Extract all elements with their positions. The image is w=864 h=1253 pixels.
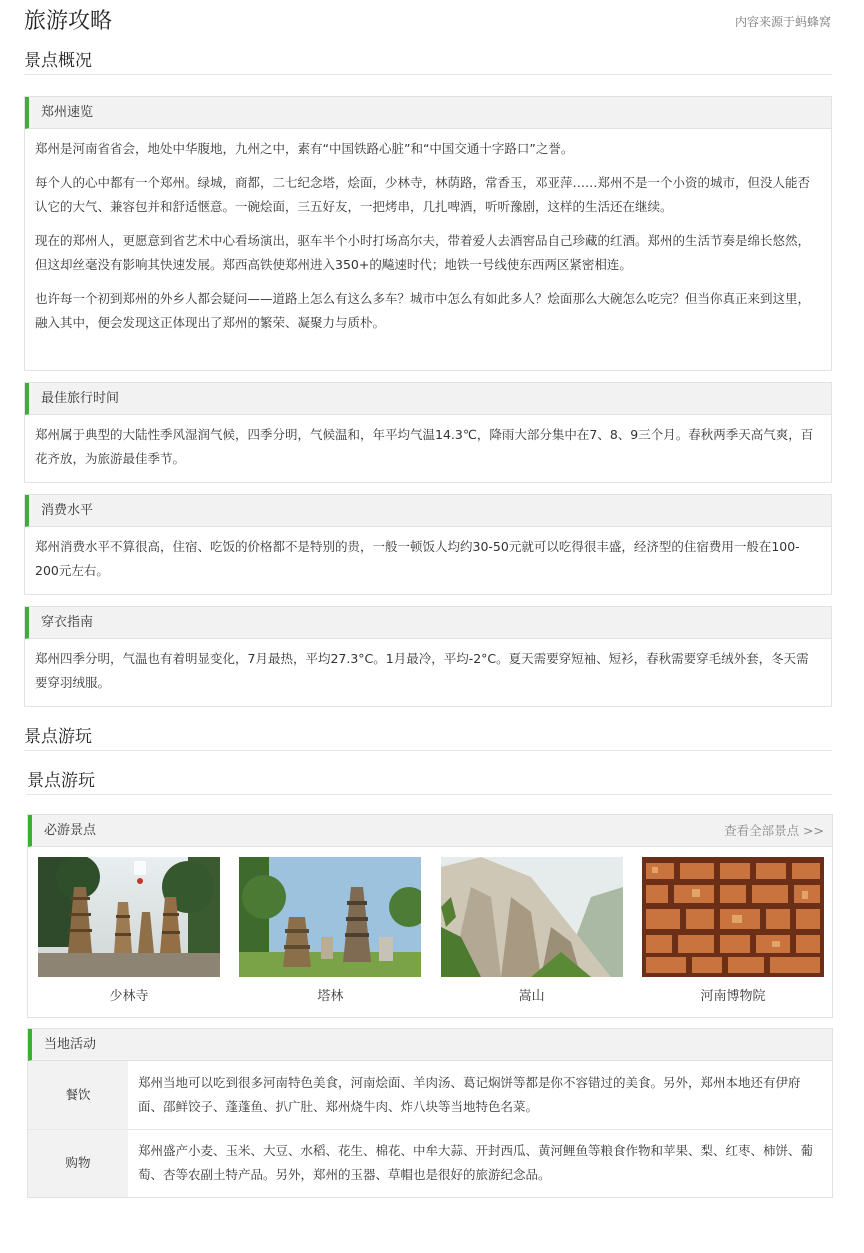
card-best-time — [24, 382, 832, 483]
activities-table — [28, 1061, 832, 1197]
view-all-spots-link[interactable]: 查看全部景点 >> — [724, 823, 824, 838]
activity-text: 郑州当地可以吃到很多河南特色美食，河南烩面、羊肉汤、葛记焖饼等都是你不容错过的美食。另外，郑州本地还有伊府面、邵鲜饺子、蓬蓬鱼、扒广肚、郑州烧牛肉、炸八块等当地特色名菜。 — [138, 1074, 801, 1114]
spot-name[interactable]: 河南博物院 — [700, 989, 766, 1004]
card-title: 最佳旅行时间 — [25, 383, 831, 415]
section-subtitle-play: 景点游玩 — [27, 768, 832, 795]
section-title-play: 景点游玩 — [24, 724, 832, 751]
paragraph: 每个人的心中都有一个郑州。绿城，商都，二七纪念塔，烩面，少林寺，林荫路，常香玉，邓亚萍……郑州不是一个小资的城市，但没人能否认它的大气、兼容包并和舒适惬意。一碗烩面，三五好友，一把烤串，几扎啤酒，听听豫剧，这样的生活还在继续。 — [35, 175, 811, 214]
paragraph: 郑州消费水平不算很高，住宿、吃饭的价格都不是特别的贵，一般一顿饭人均约30-50元就可以吃得很丰盛，经济型的住宿费用一般在100-200元左右。 — [35, 539, 800, 578]
paragraph: 也许每一个初到郑州的外乡人都会疑问——道路上怎么有这么多车？城市中怎么有如此多人？烩面那么大碗怎么吃完？但当你真正来到这里，融入其中，便会发现这正体现出了郑州的繁荣、凝聚力与质朴。 — [35, 291, 811, 330]
card-title: 当地活动 — [28, 1029, 832, 1061]
paragraph: 现在的郑州人，更愿意到省艺术中心看场演出，驱车半个小时打场高尔夫，带着爱人去酒窖品自己珍藏的红酒。郑州的生活节奏是绵长悠然，但这却丝毫没有影响其快速发展。郑西高铁使郑州进入350+的飚速时代；地铁一号线使东西两区紧密相连。 — [35, 233, 811, 272]
card-city-overview — [24, 96, 832, 371]
spot-name[interactable]: 塔林 — [317, 989, 344, 1004]
page-title: 旅游攻略 — [24, 9, 113, 34]
spot-item-henan-museum[interactable] — [642, 857, 824, 1017]
spot-item-talin[interactable] — [239, 857, 421, 1017]
card-title: 穿衣指南 — [25, 607, 831, 639]
city-model-photo-icon[interactable] — [642, 857, 824, 977]
card-body — [25, 639, 831, 703]
section-title-overview: 景点概况 — [24, 48, 832, 75]
card-must-see — [27, 814, 833, 1018]
paragraph: 郑州四季分明，气温也有着明显变化，7月最热，平均27.3°C。1月最冷，平均-2°C。夏天需要穿短袖、短衫，春秋需要穿毛绒外套，冬天需要穿羽绒服。 — [35, 651, 809, 690]
spot-name[interactable]: 嵩山 — [518, 989, 545, 1004]
card-body — [25, 129, 831, 343]
spot-item-shaolin[interactable] — [38, 857, 220, 1017]
table-row — [28, 1129, 832, 1197]
card-body — [25, 415, 831, 479]
paragraph: 郑州是河南省省会，地处中华腹地，九州之中，素有“中国铁路心脏”和“中国交通十字路口”之誉。 — [35, 141, 574, 156]
pagoda-forest-photo-icon[interactable] — [38, 857, 220, 977]
card-cost-level — [24, 494, 832, 595]
stone-pagoda-photo-icon[interactable] — [239, 857, 421, 977]
spot-name[interactable]: 少林寺 — [109, 989, 149, 1004]
spot-list — [28, 847, 832, 1017]
card-title: 消费水平 — [25, 495, 831, 527]
card-title-text: 必游景点 — [44, 823, 97, 838]
card-title — [28, 815, 832, 847]
card-local-activities — [27, 1028, 833, 1198]
activity-label: 餐饮 — [28, 1061, 128, 1129]
card-title: 郑州速览 — [25, 97, 831, 129]
source-credit: 内容来源于蚂蜂窝 — [734, 15, 831, 29]
spot-item-songshan[interactable] — [441, 857, 623, 1017]
activity-label: 购物 — [28, 1129, 128, 1197]
table-row — [28, 1061, 832, 1129]
paragraph: 郑州属于典型的大陆性季风湿润气候，四季分明，气候温和，年平均气温14.3℃，降雨大部分集中在7、8、9三个月。春秋两季天高气爽，百花齐放，为旅游最佳季节。 — [35, 427, 814, 466]
activity-text: 郑州盛产小麦、玉米、大豆、水稻、花生、棉花、中牟大蒜、开封西瓜、黄河鲤鱼等粮食作物和苹果、梨、红枣、柿饼、葡萄、杏等农副土特产品。另外，郑州的玉器、草帽也是很好的旅游纪念品。 — [128, 1129, 832, 1197]
card-body — [25, 527, 831, 591]
mountain-cliff-photo-icon[interactable] — [441, 857, 623, 977]
card-clothing-guide — [24, 606, 832, 707]
